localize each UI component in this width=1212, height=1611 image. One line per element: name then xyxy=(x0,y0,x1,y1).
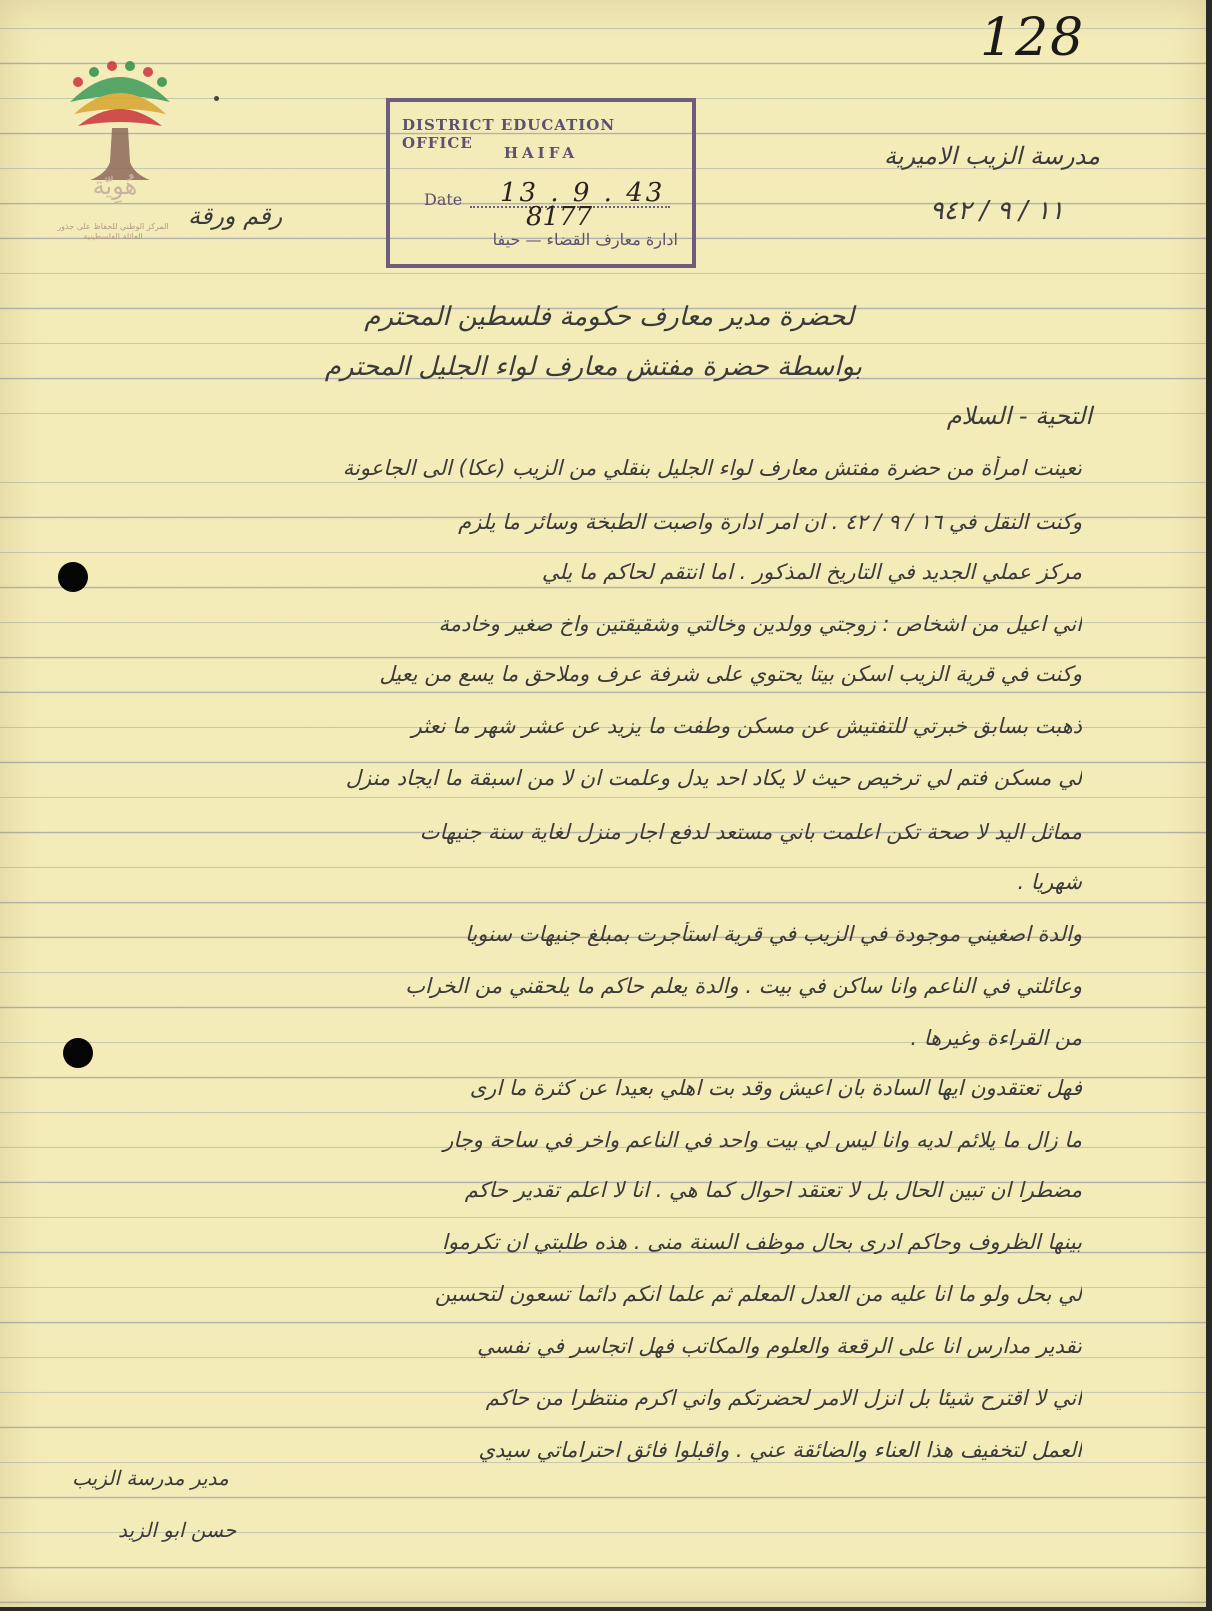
stamp-arabic-text: ادارة معارف القضاء — حيفا xyxy=(492,230,678,249)
body-line: اني لا اقترح شيئا بل انزل الامر لحضرتكم واني اكرم منتظرا من حاكم xyxy=(485,1386,1082,1410)
body-line: مماثل اليد لا صحة تكن اعلمت باني مستعد لدفع اجار منزل لغاية سنة جنيهات xyxy=(419,820,1082,844)
page-number: 128 xyxy=(980,8,1086,68)
body-line: لي بحل ولو ما انا عليه من العدل المعلم ثم علما انكم دائما تسعون لتحسين xyxy=(434,1282,1082,1306)
signatory-title: مدير مدرسة الزيب xyxy=(72,1466,229,1490)
body-line: والدة اصغيني موجودة في الزيب في قرية استأجرت بمبلغ جنيهات سنويا xyxy=(465,922,1082,946)
body-line: اني اعيل من اشخاص : زوجتي وولدين وخالتي وشقيقتين واخ صغير وخادمة xyxy=(438,612,1082,636)
office-stamp xyxy=(386,98,696,268)
stamp-date-value: 13 . 9 . 43 xyxy=(500,178,666,208)
salutation: التحية - السلام xyxy=(946,402,1092,430)
logo-caption: المركز الوطني للحفاظ على جذور العائلة الفلسطينية xyxy=(57,222,169,241)
signature: حسن ابو الزيد xyxy=(118,1518,237,1542)
body-line: ذهبت بسابق خبرتي للتفتيش عن مسكن وطفت ما يزيد عن عشر شهر ما نعثر xyxy=(411,714,1082,738)
stamp-city: HAIFA xyxy=(503,144,579,162)
reference-label: رقم ورقة xyxy=(188,202,283,230)
body-line: ما زال ما يلائم لديه وانا ليس لي بيت واحد في الناعم واخر في ساحة وجار xyxy=(443,1128,1082,1152)
body-line: وعائلتي في الناعم وانا ساكن في بيت . والدة يعلم حاكم ما يلحقني من الخراب xyxy=(405,974,1082,998)
scan-edge-right xyxy=(1206,0,1212,1611)
body-line: وكنت في قرية الزيب اسكن بيتا يحتوي على شرفة عرف وملاحق ما يسع من يعيل xyxy=(379,662,1082,686)
body-line: من القراءة وغيرها . xyxy=(910,1026,1082,1050)
ink-speck xyxy=(214,96,219,101)
body-line: مضطرا ان تبين الحال بل لا تعتقد احوال كما هي . انا لا اعلم تقدير حاكم xyxy=(464,1178,1082,1202)
stamp-office-name: DISTRICT EDUCATION OFFICE xyxy=(402,116,616,152)
address-line-2: بواسطة حضرة مفتش معارف لواء الجليل المحترم xyxy=(324,352,862,382)
body-line: تقدير مدارس انا على الرقعة والعلوم والمكاتب فهل اتجاسر في نفسي xyxy=(477,1334,1082,1358)
stamp-reference-number: 8177 xyxy=(526,202,593,232)
body-line: شهريا . xyxy=(1017,870,1082,894)
body-line: فهل تعتقدون ايها السادة بان اعيش وقد بت اهلي بعيدا عن كثرة ما ارى xyxy=(469,1076,1082,1100)
scan-edge-bottom xyxy=(0,1607,1212,1611)
body-line: وكنت النقل في ١٦ / ٩ / ٤٢ . ان امر ادارة واصبت الطبخة وسائر ما يلزم xyxy=(458,510,1082,534)
punch-hole xyxy=(58,562,88,592)
body-line: مركز عملي الجديد في التاريخ المذكور . اما انتقم لحاكم ما يلي xyxy=(541,560,1082,584)
punch-hole xyxy=(63,1038,93,1068)
body-line: تعينت امرأة من حضرة مفتش معارف لواء الجليل بنقلي من الزيب (عكا) الى الجاعونة xyxy=(342,456,1082,480)
stamp-date-label: Date xyxy=(424,190,463,209)
body-line: العمل لتخفيف هذا العناء والضائقة عني . واقبلوا فائق احتراماتي سيدي xyxy=(478,1438,1082,1462)
archive-logo-icon xyxy=(60,42,180,242)
address-line-1: لحضرة مدير معارف حكومة فلسطين المحترم xyxy=(364,302,854,332)
body-line: بينها الظروف وحاكم ادرى بحال موظف السنة منى . هذه طلبتي ان تكرموا xyxy=(441,1230,1082,1254)
letter-date: ١١ / ٩ / ٩٤٢ xyxy=(929,196,1064,226)
school-name: مدرسة الزيب الاميرية xyxy=(884,142,1100,170)
body-line: لي مسكن فتم لي ترخيص حيث لا يكاد احد يدل وعلمت ان لا من اسبقة ما ايجاد منزل xyxy=(345,766,1082,790)
logo-title: هُوِيّة xyxy=(92,172,138,200)
